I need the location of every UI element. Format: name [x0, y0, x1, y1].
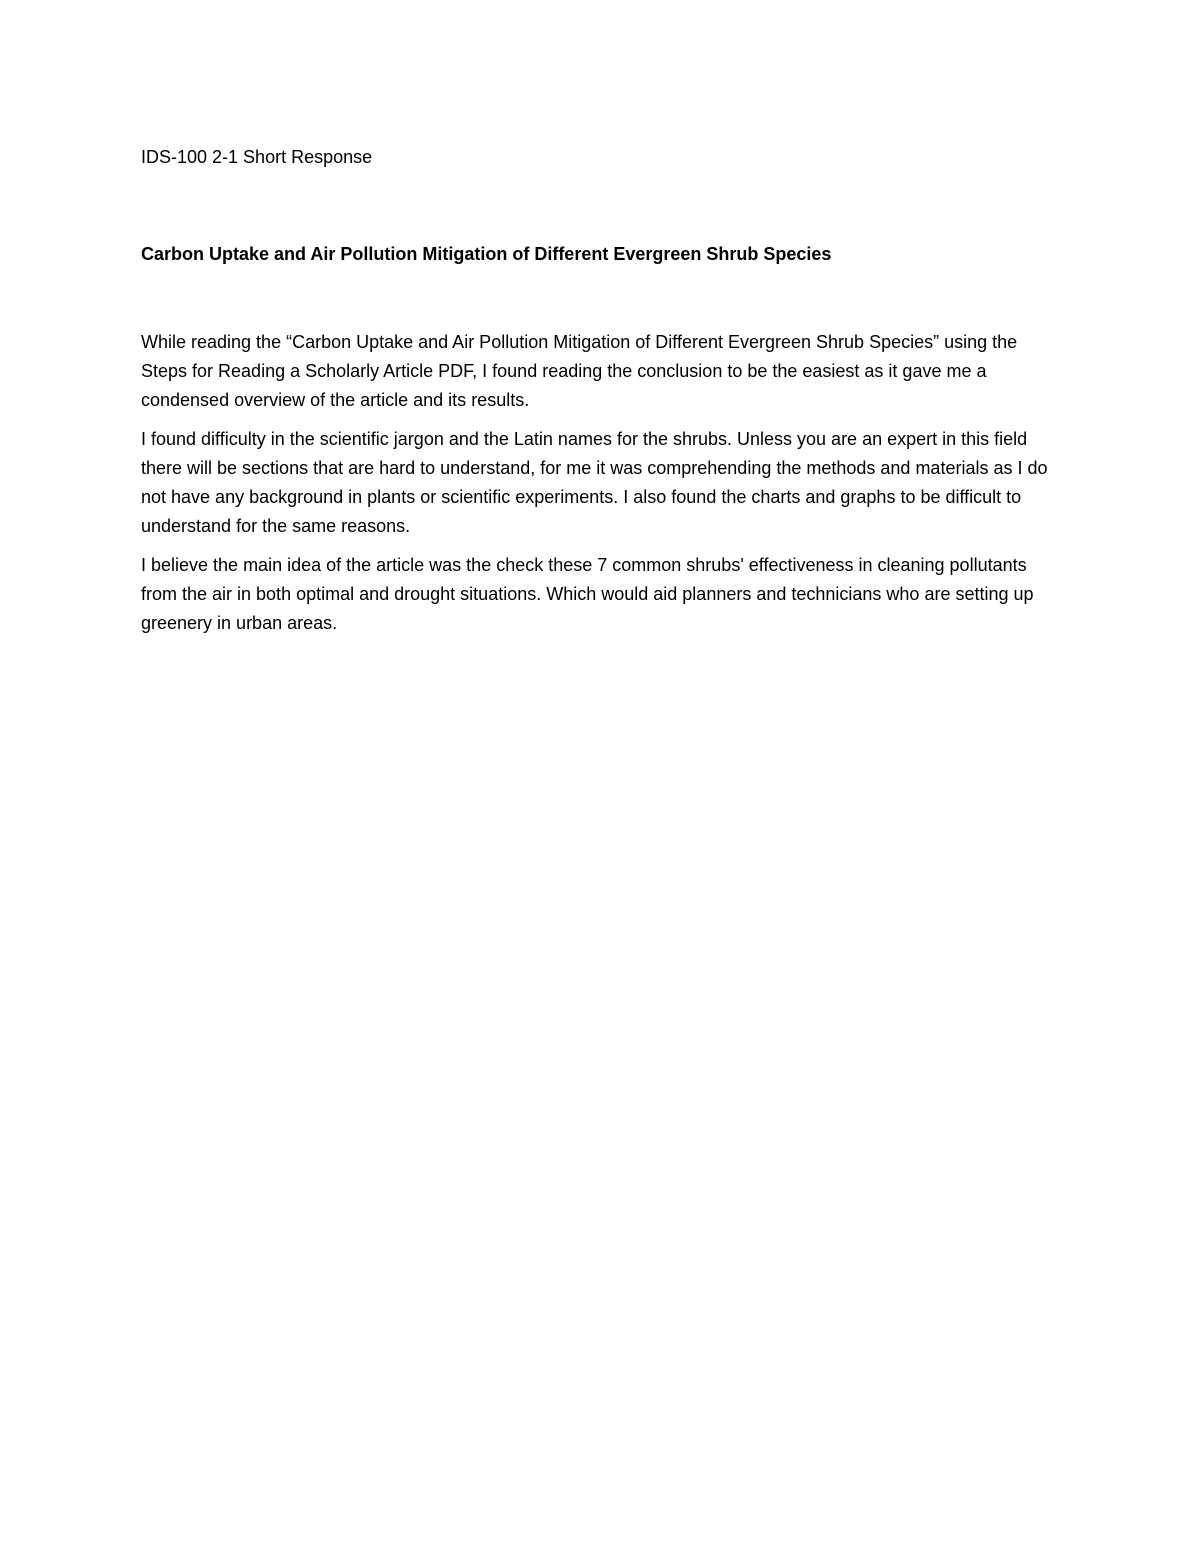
paragraph-reading-experience: While reading the “Carbon Uptake and Air Pollution Mitigation of Different Evergreen Shrub Species” using the Steps for Reading a Scholarly Article PDF, I found reading the conclusion to be the easiest as it gave me a condensed overview of the article and its results. — [141, 332, 1018, 410]
paragraph-main-idea: I believe the main idea of the article was the check these 7 common shrubs' effectiveness in cleaning pollutants from the air in both optimal and drought situations. Which would aid planners and technicians who are setting up greenery in urban areas. — [141, 555, 1034, 633]
article-title: Carbon Uptake and Air Pollution Mitigation of Different Evergreen Shrub Species — [141, 244, 832, 264]
course-heading: IDS-100 2-1 Short Response — [141, 147, 373, 167]
paragraph-difficulties: I found difficulty in the scientific jargon and the Latin names for the shrubs. Unless you are an expert in this field there will be sections that are hard to understand, for me it was comprehending the methods and materials as I do not have any background in plants or scientific experiments. I also found the charts and graphs to be difficult to understand for the same reasons. — [141, 429, 1048, 536]
document-body — [141, 143, 1066, 638]
